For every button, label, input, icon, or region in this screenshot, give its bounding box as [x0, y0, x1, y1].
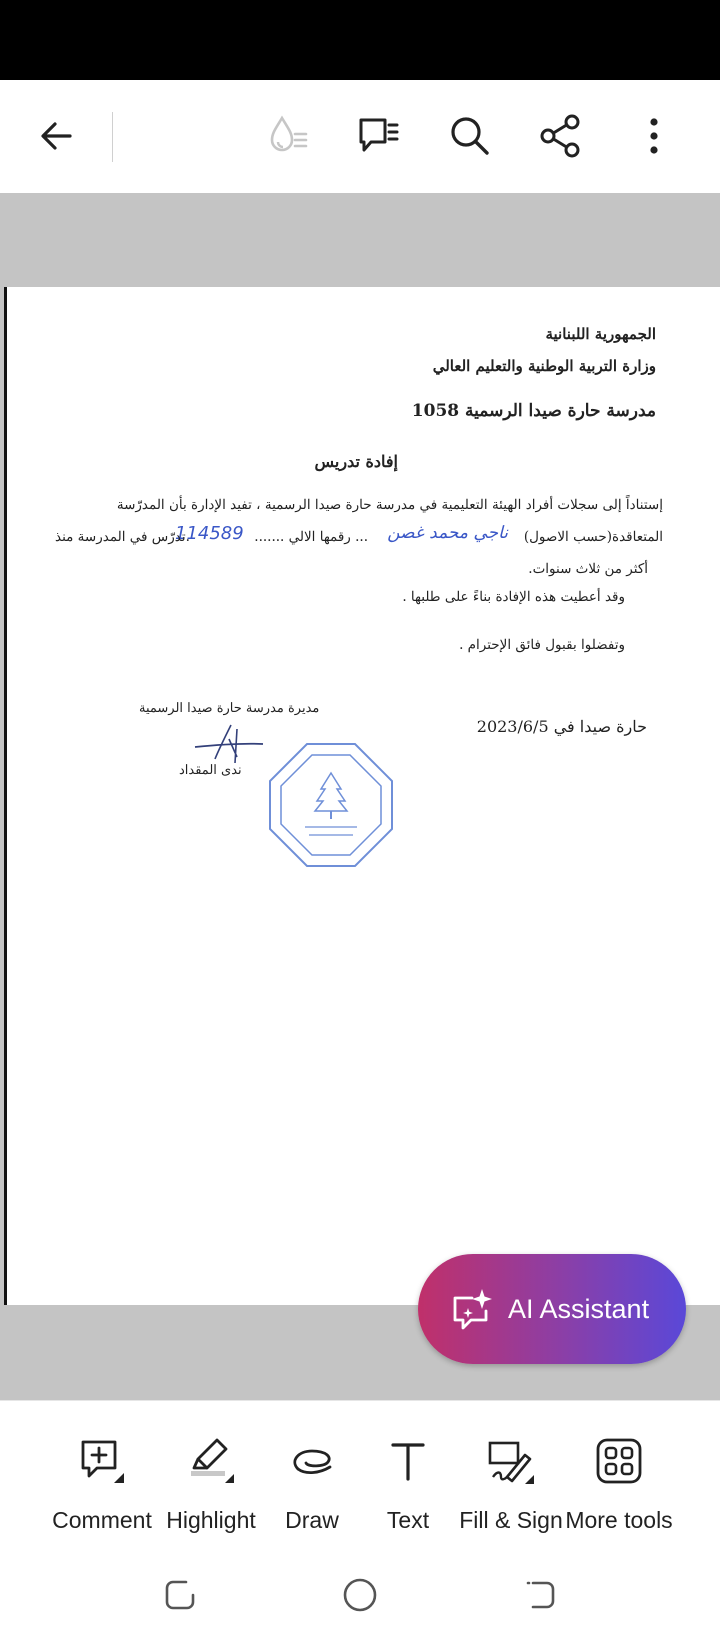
ai-assistant-label: AI Assistant	[508, 1293, 650, 1324]
arrow-left-icon[interactable]	[28, 108, 84, 164]
doc-body-line1: إستناداً إلى سجلات أفراد الهيئة التعليمية في مدرسة حارة صيدا الرسمية ، تفيد الإدارة بأن المدرّسة	[116, 497, 663, 513]
doc-body-line2-part2: ... رقمها الالي .......	[254, 529, 368, 545]
sparkle-chat-icon	[450, 1287, 494, 1331]
tool-highlight-label: Highlight	[166, 1507, 256, 1533]
tool-comment[interactable]	[50, 1401, 154, 1551]
search-icon[interactable]	[442, 108, 498, 164]
signature-title: مديرة مدرسة حارة صيدا الرسمية	[139, 701, 320, 716]
top-toolbar	[0, 80, 720, 193]
system-nav-bar	[0, 1550, 720, 1640]
handwritten-number: 114589	[175, 523, 244, 544]
recents-icon[interactable]	[157, 1572, 203, 1618]
tool-comment-label: Comment	[52, 1507, 152, 1533]
tool-draw-label: Draw	[285, 1507, 339, 1533]
doc-title: إفادة تدريس	[314, 452, 398, 471]
doc-school: مدرسة حارة صيدا الرسمية 1058	[411, 401, 656, 421]
doc-body-line2-part3: .تدرّس في المدرسة منذ	[55, 529, 190, 545]
bottom-tools-bar	[0, 1400, 720, 1551]
text-icon	[384, 1437, 432, 1485]
signature-name: ندى المقداد	[179, 763, 242, 778]
doc-ministry: وزارة التربية الوطنية والتعليم العالي	[432, 357, 656, 375]
tool-text-label: Text	[386, 1507, 430, 1533]
doc-body-line3: أكثر من ثلاث سنوات.	[528, 561, 648, 577]
comment-add-icon	[78, 1437, 126, 1485]
nav-back-icon[interactable]	[517, 1572, 563, 1618]
more-vertical-icon[interactable]	[626, 108, 682, 164]
tool-text[interactable]	[368, 1401, 448, 1551]
comments-icon[interactable]	[351, 108, 407, 164]
signature-scribble	[185, 719, 269, 771]
draw-icon	[288, 1437, 336, 1485]
status-bar	[0, 0, 720, 80]
pdf-page	[4, 287, 720, 1305]
home-icon[interactable]	[337, 1572, 383, 1618]
doc-body-line4: وقد أعطيت هذه الإفادة بناءً على طلبها .	[402, 589, 625, 605]
tool-fill-sign[interactable]	[456, 1401, 566, 1551]
tool-fill-sign-label: Fill & Sign	[459, 1507, 563, 1533]
highlighter-icon	[187, 1437, 235, 1485]
tool-highlight[interactable]	[160, 1401, 262, 1551]
tool-draw[interactable]	[270, 1401, 354, 1551]
toolbar-divider	[112, 112, 113, 162]
grid-icon	[595, 1437, 643, 1485]
share-icon[interactable]	[533, 108, 589, 164]
pdf-viewer[interactable]	[0, 193, 720, 1400]
doc-body-line2-part1: المتعاقدة(حسب الاصول)	[523, 529, 663, 545]
ai-assistant-button[interactable]	[418, 1254, 686, 1364]
handwritten-name: ناجي محمد غصن	[387, 523, 508, 543]
tool-more-label: More tools	[565, 1507, 673, 1533]
doc-body-line5: وتفضلوا بقبول فائق الإحترام .	[459, 637, 625, 653]
fill-sign-icon	[487, 1437, 535, 1485]
liquid-mode-icon[interactable]	[260, 108, 316, 164]
tool-more[interactable]	[564, 1401, 674, 1551]
doc-date-line: حارة صيدا في 2023/6/5	[476, 717, 647, 736]
official-stamp	[267, 741, 395, 869]
doc-country: الجمهورية اللبنانية	[545, 325, 656, 343]
